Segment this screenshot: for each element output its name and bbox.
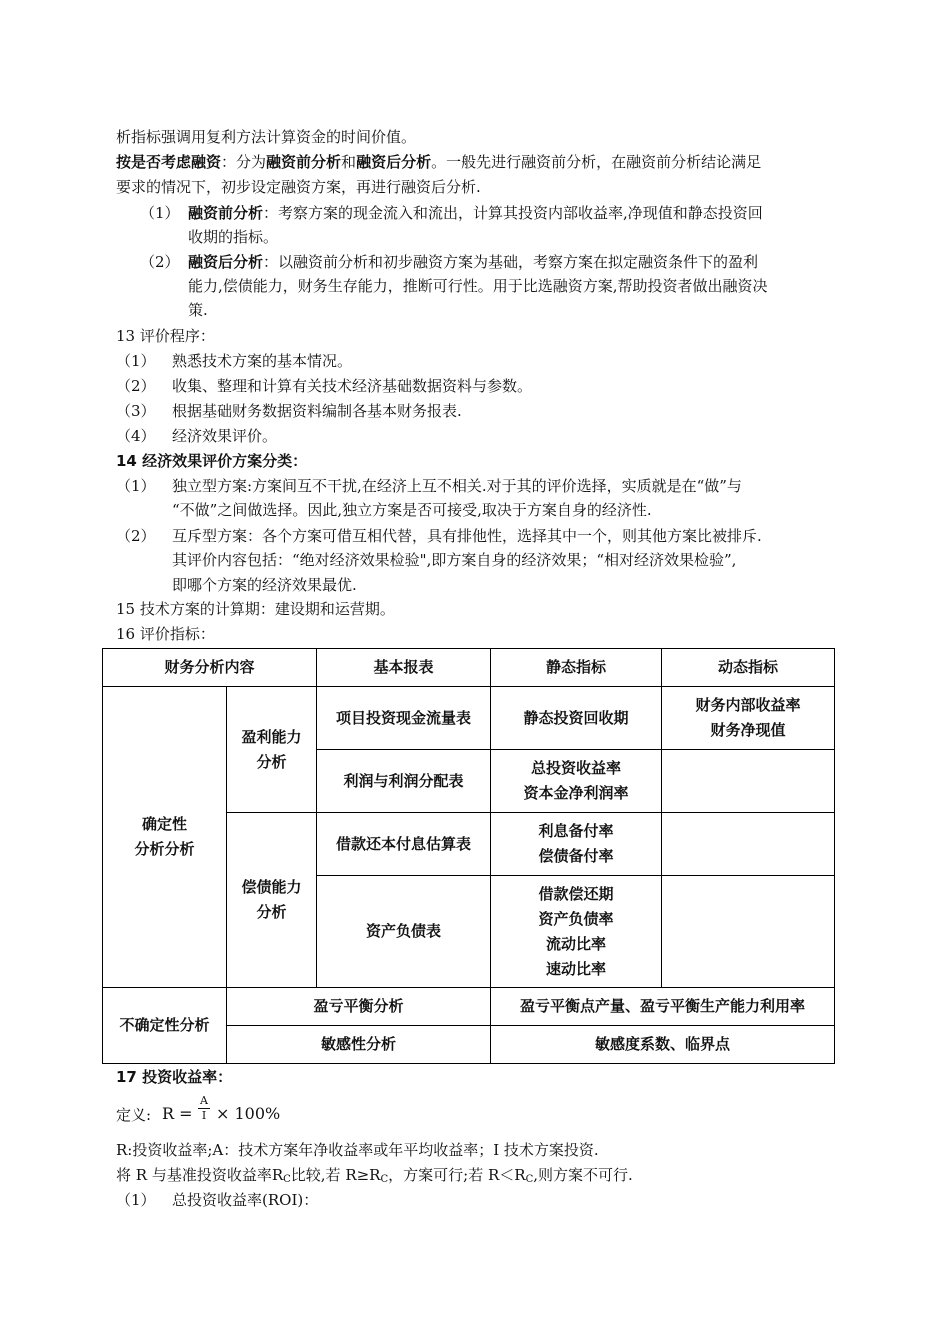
uncertainty-analysis-cell: 不确定性分析	[103, 988, 227, 1064]
exclusive-item-cont2: 即哪个方案的经济效果最优.	[172, 576, 357, 594]
item-number: （1）	[116, 477, 156, 495]
subscript: C	[525, 1174, 534, 1185]
table-cell	[662, 813, 835, 876]
financing-text-3: 。一般先进行融资前分析，在融资前分析结论满足	[431, 153, 762, 171]
roi-description: R:投资收益率;A：技术方案年净收益率或年平均收益率；I 技术方案投资.	[116, 1141, 599, 1159]
item-number: （1）	[116, 352, 156, 370]
formula-lhs: R =	[162, 1104, 193, 1123]
item-text: 根据基础财务数据资料编制各基本财务报表.	[172, 402, 462, 420]
pre-financing-item	[140, 203, 763, 223]
financing-line-2: 要求的情况下，初步设定融资方案，再进行融资后分析.	[116, 178, 481, 196]
comparison-text: ，方案可行;若 R＜R	[388, 1166, 526, 1184]
roi-item	[116, 1190, 318, 1210]
section-13-title: 13 评价程序：	[116, 327, 215, 345]
table-cell: 利润与利润分配表	[317, 750, 491, 813]
header-cell: 基本报表	[317, 649, 491, 687]
item-text: 独立型方案:方案间互不干扰,在经济上互不相关.对于其的评价选择，实质就是在“做”与	[172, 477, 742, 495]
subscript: C	[380, 1174, 389, 1185]
determinate-analysis-cell: 确定性 分析分析	[103, 687, 227, 988]
section-16-title: 16 评价指标：	[116, 625, 215, 643]
table-row	[103, 687, 835, 750]
profitability-cell: 盈利能力 分析	[227, 687, 317, 813]
s13-item	[116, 376, 532, 396]
item-number: （1）	[116, 1191, 156, 1209]
section-15: 15 技术方案的计算期：建设期和运营期。	[116, 600, 395, 618]
roi-comparison	[116, 1165, 633, 1190]
evaluation-indicator-table	[102, 648, 835, 1064]
table-cell: 总投资收益率 资本金净利润率	[491, 750, 662, 813]
item-text: ：考察方案的现金流入和流出，计算其投资内部收益率,净现值和静态投资回	[263, 204, 763, 222]
table-cell: 盈亏平衡点产量、盈亏平衡生产能力利用率	[491, 988, 835, 1026]
table-cell: 资产负债表	[317, 876, 491, 988]
table-cell: 借款还本付息估算表	[317, 813, 491, 876]
s13-item	[116, 426, 277, 446]
pre-financing-item-cont: 收期的指标。	[188, 228, 279, 246]
financing-paragraph	[116, 152, 761, 172]
comparison-text: 比较,若 R≥R	[290, 1166, 381, 1184]
s13-item	[116, 351, 352, 371]
header-cell: 动态指标	[662, 649, 835, 687]
item-number: （2）	[116, 527, 156, 545]
formula-rhs: × 100%	[216, 1104, 281, 1123]
item-number: （1）	[140, 204, 180, 222]
table-header-row	[103, 649, 835, 687]
s13-item	[116, 401, 462, 421]
table-row	[103, 988, 835, 1026]
comparison-text: 将 R 与基准投资收益率R	[116, 1166, 284, 1184]
item-number: （4）	[116, 427, 156, 445]
header-cell: 财务分析内容	[103, 649, 317, 687]
post-financing-term: 融资后分析	[356, 153, 432, 171]
post-financing-item	[140, 252, 758, 272]
post-financing-item-cont: 能力,偿债能力，财务生存能力，推断可行性。用于比选融资方案,帮助投资者做出融资决	[188, 277, 768, 295]
comparison-text: ,则方案不可行.	[533, 1166, 633, 1184]
definition-label: 定义:	[116, 1106, 152, 1124]
fraction-numerator: A	[200, 1094, 208, 1107]
subscript: C	[283, 1174, 291, 1185]
item-number: （2）	[140, 253, 180, 271]
formula-fraction	[198, 1094, 210, 1123]
item-text: 熟悉技术方案的基本情况。	[172, 352, 353, 370]
item-text: 总投资收益率(ROI)：	[172, 1191, 319, 1209]
item-heading: 融资后分析	[188, 253, 264, 271]
fraction-denominator: I	[198, 1108, 210, 1123]
table-cell	[662, 750, 835, 813]
item-number: （3）	[116, 402, 156, 420]
item-heading: 融资前分析	[188, 204, 264, 222]
item-text: 互斥型方案：各个方案可借互相代替，具有排他性，选择其中一个，则其他方案比被排斥.	[172, 527, 762, 545]
table-cell: 财务内部收益率 财务净现值	[662, 687, 835, 750]
post-financing-item-cont2: 策.	[188, 301, 208, 319]
section-17-title: 17 投资收益率：	[116, 1068, 233, 1086]
exclusive-item	[116, 526, 762, 546]
table-cell: 利息备付率 偿债备付率	[491, 813, 662, 876]
item-text: ：以融资前分析和初步融资方案为基础，考察方案在拟定融资条件下的盈利	[263, 253, 759, 271]
intro-paragraph: 析指标强调用复利方法计算资金的时间价值。	[116, 128, 417, 146]
item-number: （2）	[116, 377, 156, 395]
table-cell	[662, 876, 835, 988]
table-cell: 项目投资现金流量表	[317, 687, 491, 750]
section-14-title: 14 经济效果评价方案分类：	[116, 452, 308, 470]
solvency-cell: 偿债能力 分析	[227, 813, 317, 988]
independent-item	[116, 476, 742, 496]
table-cell: 敏感性分析	[227, 1026, 491, 1064]
table-cell: 借款偿还期 资产负债率 流动比率 速动比率	[491, 876, 662, 988]
table-cell: 静态投资回收期	[491, 687, 662, 750]
pre-financing-term: 融资前分析	[266, 153, 342, 171]
item-text: 经济效果评价。	[172, 427, 278, 445]
financing-lead: 按是否考虑融资	[116, 153, 222, 171]
item-text: 收集、整理和计算有关技术经济基础数据资料与参数。	[172, 377, 533, 395]
table-cell: 敏感度系数、临界点	[491, 1026, 835, 1064]
financing-text-1: ：分为	[221, 153, 267, 171]
independent-item-cont: “不做”之间做选择。因此,独立方案是否可接受,取决于方案自身的经济性.	[172, 501, 652, 519]
financing-text-2: 和	[341, 153, 357, 171]
exclusive-item-cont: 其评价内容包括：“绝对经济效果检验",即方案自身的经济效果；“相对经济效果检验”,	[172, 551, 737, 569]
header-cell: 静态指标	[491, 649, 662, 687]
table-cell: 盈亏平衡分析	[227, 988, 491, 1026]
